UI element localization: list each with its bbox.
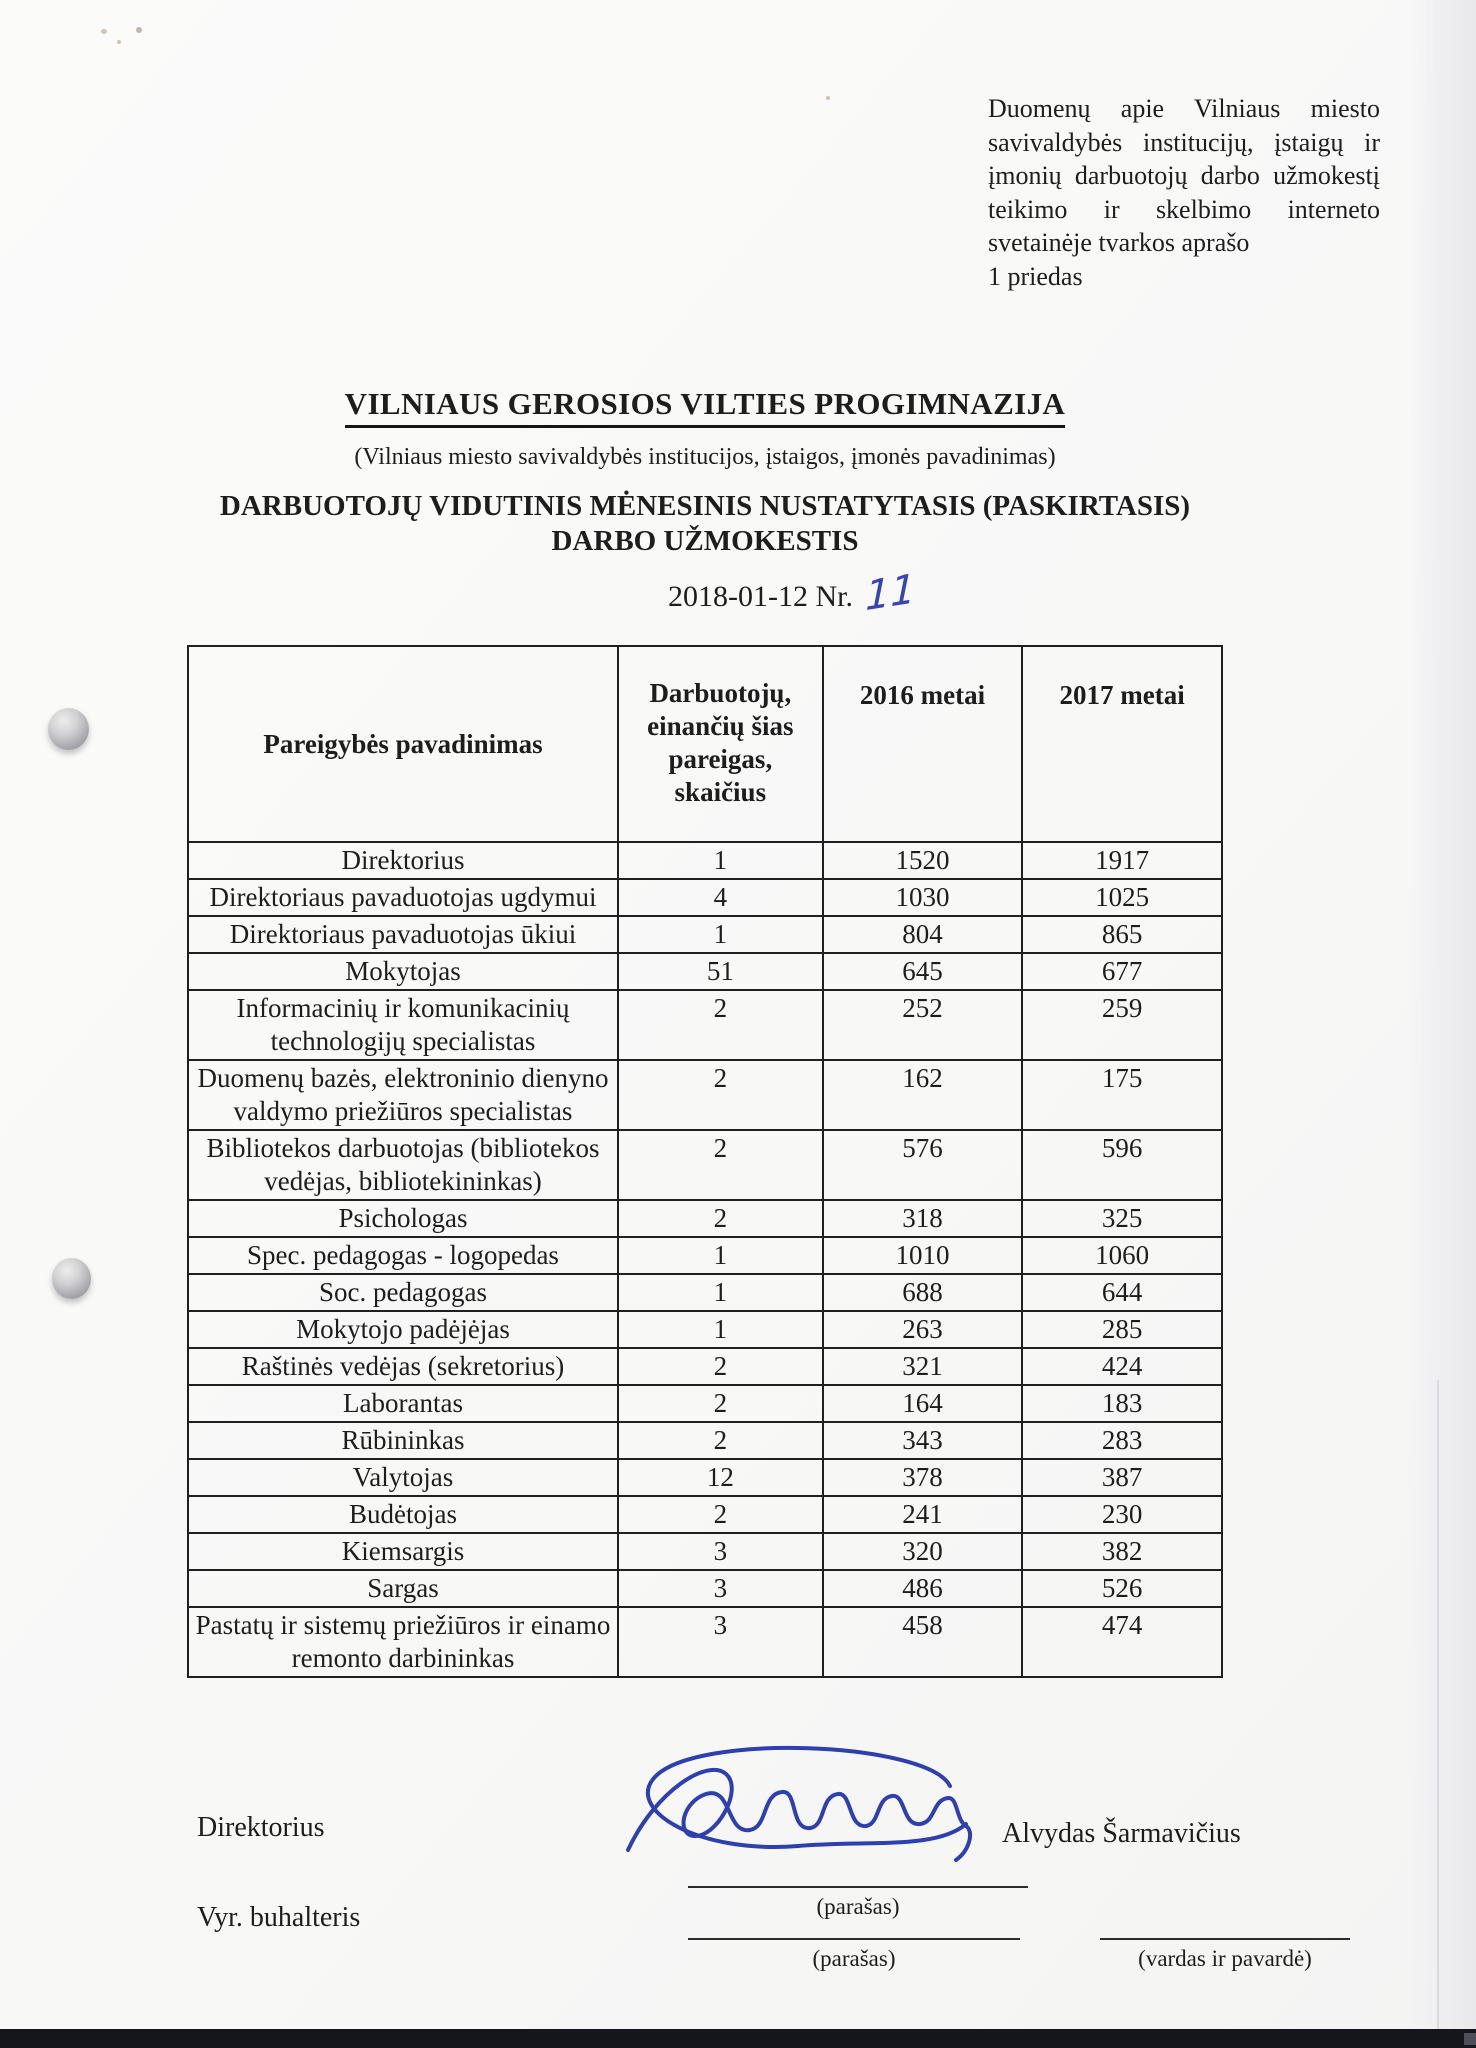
- hole-punch: [52, 1258, 91, 1299]
- year-2016-cell: 804: [823, 916, 1023, 953]
- table-row: [188, 1533, 1222, 1570]
- year-2016-cell: 343: [823, 1422, 1023, 1459]
- institution-title-band: [0, 386, 1410, 428]
- corner-note: [988, 92, 1380, 293]
- count-cell: 1: [618, 1274, 823, 1311]
- director-label: Direktorius: [197, 1812, 325, 1843]
- dust-speck: [117, 40, 121, 44]
- dust-speck: [826, 96, 830, 100]
- year-2017-cell: 424: [1022, 1348, 1222, 1385]
- count-cell: 3: [618, 1533, 823, 1570]
- table-row: [188, 1311, 1222, 1348]
- position-cell: Duomenų bazės, elektroninio dienyno valdymo priežiūros specialistas: [188, 1060, 618, 1130]
- year-2016-cell: 576: [823, 1130, 1023, 1200]
- institution-note: (Vilniaus miesto savivaldybės institucijos, įstaigos, įmonės pavadinimas): [354, 444, 1056, 470]
- count-cell: 2: [618, 1496, 823, 1533]
- position-cell: Rūbininkas: [188, 1422, 618, 1459]
- position-cell: Mokytojo padėjėjas: [188, 1311, 618, 1348]
- year-2017-cell: 1917: [1022, 842, 1222, 879]
- table-row: [188, 953, 1222, 990]
- count-cell: 1: [618, 1311, 823, 1348]
- count-cell: 4: [618, 879, 823, 916]
- scan-bottom-edge: [0, 2029, 1476, 2048]
- table-row: [188, 1496, 1222, 1533]
- year-2016-cell: 252: [823, 990, 1023, 1060]
- position-cell: Budėtojas: [188, 1496, 618, 1533]
- table-row: [188, 1422, 1222, 1459]
- count-cell: 2: [618, 1130, 823, 1200]
- header-year-2017: 2017 metai: [1022, 646, 1222, 842]
- year-2016-cell: 241: [823, 1496, 1023, 1533]
- signature-caption: (parašas): [816, 1894, 900, 1919]
- document-title: DARBUOTOJŲ VIDUTINIS MĖNESINIS NUSTATYTASIS (PASKIRTASIS) DARBO UŽMOKESTIS: [219, 490, 1191, 557]
- count-cell: 2: [618, 1422, 823, 1459]
- position-cell: Bibliotekos darbuotojas (bibliotekos vedėjas, bibliotekininkas): [188, 1130, 618, 1200]
- count-cell: 2: [618, 1060, 823, 1130]
- header-position: Pareigybės pavadinimas: [188, 646, 618, 842]
- table-row: [188, 1607, 1222, 1677]
- year-2016-cell: 688: [823, 1274, 1023, 1311]
- position-cell: Mokytojas: [188, 953, 618, 990]
- dust-speck: [136, 27, 142, 33]
- position-cell: Sargas: [188, 1570, 618, 1607]
- salary-table: [187, 645, 1223, 1678]
- count-cell: 2: [618, 1385, 823, 1422]
- year-2016-cell: 318: [823, 1200, 1023, 1237]
- table-row: [188, 916, 1222, 953]
- position-cell: Spec. pedagogas - logopedas: [188, 1237, 618, 1274]
- position-cell: Psichologas: [188, 1200, 618, 1237]
- year-2017-cell: 285: [1022, 1311, 1222, 1348]
- year-2016-cell: 458: [823, 1607, 1023, 1677]
- year-2017-cell: 677: [1022, 953, 1222, 990]
- year-2017-cell: 283: [1022, 1422, 1222, 1459]
- header-year-2016: 2016 metai: [823, 646, 1023, 842]
- year-2016-cell: 1010: [823, 1237, 1023, 1274]
- year-2017-cell: 1060: [1022, 1237, 1222, 1274]
- year-2016-cell: 1030: [823, 879, 1023, 916]
- accountant-label: Vyr. buhalteris: [197, 1902, 361, 1933]
- count-cell: 1: [618, 916, 823, 953]
- table-header-row: [188, 646, 1222, 842]
- year-2016-cell: 162: [823, 1060, 1023, 1130]
- year-2017-cell: 175: [1022, 1060, 1222, 1130]
- year-2017-cell: 596: [1022, 1130, 1222, 1200]
- count-cell: 1: [618, 1237, 823, 1274]
- corner-note-annex: 1 priedas: [988, 261, 1083, 291]
- signature-line: [688, 1938, 1020, 1940]
- count-cell: 1: [618, 842, 823, 879]
- institution-title: VILNIAUS GEROSIOS VILTIES PROGIMNAZIJA: [345, 386, 1066, 428]
- header-count: Darbuotojų, einančių šias pareigas, skaičius: [618, 646, 823, 842]
- count-cell: 2: [618, 1348, 823, 1385]
- year-2016-cell: 320: [823, 1533, 1023, 1570]
- year-2017-cell: 387: [1022, 1459, 1222, 1496]
- year-2017-cell: 526: [1022, 1570, 1222, 1607]
- position-cell: Laborantas: [188, 1385, 618, 1422]
- table-row: [188, 1200, 1222, 1237]
- year-2017-cell: 259: [1022, 990, 1222, 1060]
- year-2017-cell: 644: [1022, 1274, 1222, 1311]
- scan-edge-line: [1437, 1380, 1439, 2030]
- position-cell: Direktoriaus pavaduotojas ugdymui: [188, 879, 618, 916]
- count-cell: 12: [618, 1459, 823, 1496]
- table-row: [188, 1130, 1222, 1200]
- count-cell: 3: [618, 1607, 823, 1677]
- year-2016-cell: 1520: [823, 842, 1023, 879]
- year-2016-cell: 645: [823, 953, 1023, 990]
- signature-line: [688, 1886, 1028, 1888]
- year-2017-cell: 865: [1022, 916, 1222, 953]
- table-row: [188, 1348, 1222, 1385]
- year-2016-cell: 321: [823, 1348, 1023, 1385]
- year-2016-cell: 378: [823, 1459, 1023, 1496]
- table-row: [188, 1237, 1222, 1274]
- table-row: [188, 1274, 1222, 1311]
- date-line: [668, 565, 916, 621]
- director-name: Alvydas Šarmavičius: [1002, 1818, 1241, 1849]
- table-row: [188, 1385, 1222, 1422]
- position-cell: Kiemsargis: [188, 1533, 618, 1570]
- count-cell: 3: [618, 1570, 823, 1607]
- signature-caption: (parašas): [812, 1946, 896, 1971]
- scan-bottom-notch: [1464, 2033, 1476, 2045]
- position-cell: Soc. pedagogas: [188, 1274, 618, 1311]
- year-2017-cell: 382: [1022, 1533, 1222, 1570]
- corner-note-text: Duomenų apie Vilniaus miesto savivaldybės institucijų, įstaigų ir įmonių darbuotojų darbo užmokestį teikimo ir skelbimo interneto svetainėje tvarkos aprašo: [988, 94, 1380, 257]
- table-row: [188, 1459, 1222, 1496]
- dust-speck: [101, 29, 107, 34]
- year-2017-cell: 183: [1022, 1385, 1222, 1422]
- count-cell: 2: [618, 990, 823, 1060]
- count-cell: 2: [618, 1200, 823, 1237]
- table-row: [188, 1060, 1222, 1130]
- table-row: [188, 842, 1222, 879]
- count-cell: 51: [618, 953, 823, 990]
- name-caption: (vardas ir pavardė): [1138, 1946, 1312, 1971]
- year-2016-cell: 486: [823, 1570, 1023, 1607]
- position-cell: Direktoriaus pavaduotojas ūkiui: [188, 916, 618, 953]
- handwritten-number: 11: [864, 565, 916, 621]
- position-cell: Direktorius: [188, 842, 618, 879]
- position-cell: Informacinių ir komunikacinių technologijų specialistas: [188, 990, 618, 1060]
- signature-scribble: [598, 1742, 998, 1892]
- position-cell: Valytojas: [188, 1459, 618, 1496]
- year-2016-cell: 263: [823, 1311, 1023, 1348]
- year-2017-cell: 325: [1022, 1200, 1222, 1237]
- year-2016-cell: 164: [823, 1385, 1023, 1422]
- scan-right-edge-shadow: [1406, 0, 1476, 2048]
- table-row: [188, 1570, 1222, 1607]
- year-2017-cell: 1025: [1022, 879, 1222, 916]
- name-line: [1100, 1938, 1350, 1940]
- table-row: [188, 879, 1222, 916]
- position-cell: Pastatų ir sistemų priežiūros ir einamo remonto darbininkas: [188, 1607, 618, 1677]
- hole-punch: [48, 708, 89, 750]
- date-text: 2018-01-12 Nr.: [668, 580, 853, 613]
- table-row: [188, 990, 1222, 1060]
- position-cell: Raštinės vedėjas (sekretorius): [188, 1348, 618, 1385]
- year-2017-cell: 474: [1022, 1607, 1222, 1677]
- year-2017-cell: 230: [1022, 1496, 1222, 1533]
